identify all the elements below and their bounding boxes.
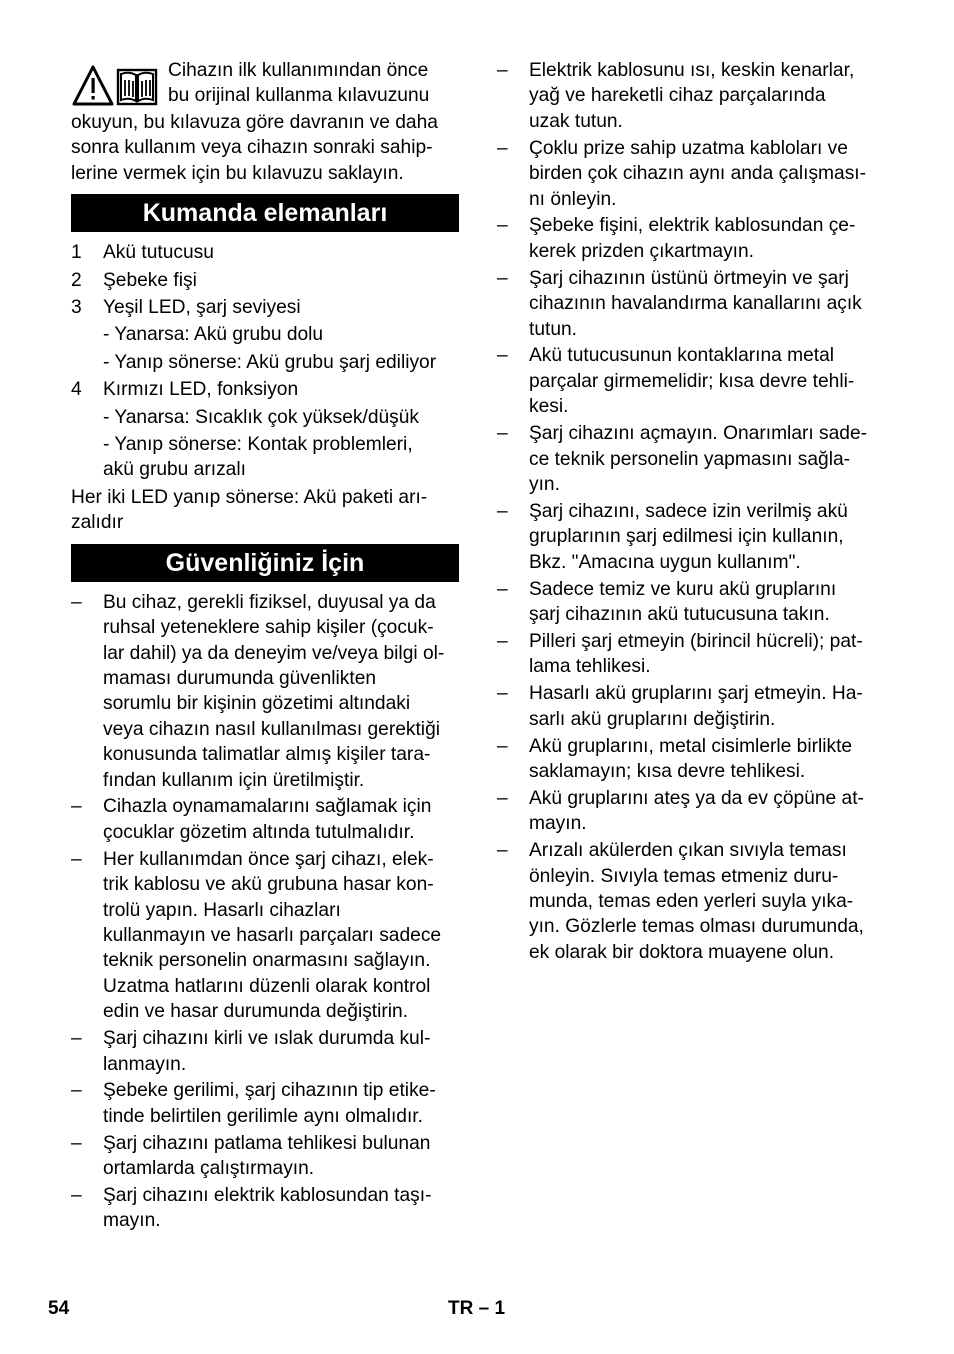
- item-line: birden çok cihazın aynı anda çalışması-: [529, 163, 867, 185]
- controls-heading: Kumanda elemanları: [71, 194, 459, 232]
- item-line: mayın.: [103, 1210, 161, 1232]
- item-line: Akü gruplarını, metal cisimlerle birlikte: [529, 735, 853, 757]
- dash-marker: –: [497, 500, 508, 522]
- safety-heading: Güvenliğiniz İçin: [71, 544, 459, 582]
- dash-marker: –: [71, 591, 82, 613]
- list-item: [71, 268, 459, 293]
- item-line: yın. Gözlerle temas olması durumunda,: [529, 916, 864, 938]
- item-label: Şebeke fişi: [103, 269, 197, 291]
- page-number: 54: [48, 1298, 70, 1319]
- item-line: ruhsal yeteneklere sahip kişiler (çocuk-: [103, 617, 434, 639]
- intro-line: bu orijinal kullanma kılavuzunu: [168, 85, 430, 107]
- item-line: trik kablosu ve akü grubuna hasar kon-: [103, 874, 434, 896]
- item-line: uzak tutun.: [529, 110, 623, 132]
- item-line: tinde belirtilen gerilimle aynı olmalıdır.: [103, 1105, 423, 1127]
- list-item: [71, 377, 459, 402]
- sub-item: - Yanıp sönerse: Akü grubu şarj ediliyor: [103, 351, 437, 373]
- list-item: [497, 577, 889, 628]
- item-line: kesi.: [529, 396, 569, 418]
- item-line: kullanmayın ve hasarlı parçaları sadece: [103, 924, 442, 946]
- dash-marker: –: [71, 1132, 82, 1154]
- list-item: [497, 629, 889, 680]
- item-line: ortamlarda çalıştırmayın.: [103, 1158, 315, 1180]
- item-line: tutun.: [529, 318, 578, 340]
- dash-marker: –: [497, 683, 508, 705]
- sub-item: - Yanıp sönerse: Kontak problemleri,: [103, 434, 413, 456]
- dash-marker: –: [497, 345, 508, 367]
- item-line: Bkz. "Amacına uygun kullanım".: [529, 551, 801, 573]
- intro-line: Cihazın ilk kullanımından önce: [168, 60, 429, 81]
- item-line: maması durumunda güvenlikten: [103, 667, 377, 689]
- controls-note: [71, 485, 459, 536]
- list-item: [71, 295, 459, 320]
- list-item: [497, 136, 889, 212]
- item-line: veya cihazın nasıl kullanılması gerektiği: [103, 718, 441, 740]
- item-line: sarlı akü gruplarını değiştirin.: [529, 708, 776, 730]
- item-line: Elektrik kablosunu ısı, keskin kenarlar,: [529, 60, 855, 81]
- item-line: Pilleri şarj etmeyin (birincil hücreli); pat-: [529, 630, 863, 652]
- safety-list-right: [497, 58, 889, 965]
- item-line: lar dahil) ya da deneyim ve/veya bilgi ol-: [103, 642, 445, 664]
- right-column: [497, 58, 889, 967]
- item-line: önleyin. Sıvıyla temas etmeniz duru-: [529, 865, 839, 887]
- dash-marker: –: [497, 578, 508, 600]
- list-item: [497, 343, 889, 419]
- list-item: [71, 1078, 459, 1129]
- list-item: [497, 681, 889, 732]
- item-line: Her kullanımdan önce şarj cihazı, elek-: [103, 848, 434, 870]
- item-number: 3: [71, 297, 82, 319]
- item-line: Şarj cihazını açmayın. Onarımları sade-: [529, 423, 868, 445]
- item-line: nı önleyin.: [529, 188, 617, 210]
- dash-marker: –: [71, 1028, 82, 1050]
- dash-marker: –: [497, 787, 508, 809]
- item-line: lama tehlikesi.: [529, 656, 651, 678]
- sub-item: - Yanarsa: Akü grubu dolu: [103, 324, 324, 346]
- item-line: Şarj cihazının üstünü örtmeyin ve şarj: [529, 267, 849, 289]
- dash-marker: –: [71, 1080, 82, 1102]
- item-line: Şebeke gerilimi, şarj cihazının tip etike-: [103, 1080, 436, 1102]
- item-line: Uzatma hatlarını düzenli olarak kontrol: [103, 975, 431, 997]
- warning-triangle-icon: [74, 67, 112, 104]
- item-line: Bu cihaz, gerekli fiziksel, duyusal ya da: [103, 591, 436, 613]
- item-line: sorumlu bir kişinin gözetimi altındaki: [103, 693, 411, 715]
- item-line: Şarj cihazını patlama tehlikesi bulunan: [103, 1132, 431, 1154]
- item-number: 4: [71, 379, 82, 401]
- dash-marker: –: [497, 215, 508, 237]
- note-line: zalıdır: [71, 512, 124, 534]
- item-line: Hasarlı akü gruplarını şarj etmeyin. Ha-: [529, 683, 863, 705]
- item-line: fından kullanım için üretilmiştir.: [103, 769, 365, 791]
- item-line: konusunda talimatlar almış kişiler tara-: [103, 744, 431, 766]
- controls-list: [71, 240, 459, 483]
- item-line: yın.: [529, 474, 560, 495]
- intro-icons: [71, 64, 163, 110]
- intro-paragraph: [71, 58, 459, 186]
- list-item: [497, 213, 889, 264]
- dash-marker: –: [71, 848, 82, 870]
- item-line: kerek prizden çıkartmayın.: [529, 240, 755, 262]
- list-item: [71, 847, 459, 1025]
- dash-marker: –: [497, 267, 508, 289]
- item-line: Çoklu prize sahip uzatma kabloları ve: [529, 137, 848, 159]
- list-item: [497, 421, 889, 497]
- item-line: ce teknik personelin yapmasını sağla-: [529, 448, 851, 470]
- intro-line: lerine vermek için bu kılavuzu saklayın.: [71, 162, 404, 184]
- item-line: yağ ve hareketli cihaz parçalarında: [529, 85, 826, 107]
- manual-book-icon: [118, 70, 156, 104]
- item-line: gruplarının şarj edilmesi için kullanın,: [529, 526, 844, 548]
- section-indicator: TR – 1: [448, 1298, 506, 1319]
- item-line: munda, temas eden yerleri suyla yıka-: [529, 891, 854, 912]
- item-label: Kırmızı LED, fonksiyon: [103, 379, 299, 401]
- dash-marker: –: [497, 60, 508, 81]
- list-item: [71, 1183, 459, 1234]
- item-label: Yeşil LED, şarj seviyesi: [103, 297, 301, 319]
- list-item: [497, 266, 889, 342]
- list-item: [71, 1131, 459, 1182]
- item-line: Sadece temiz ve kuru akü gruplarını: [529, 578, 837, 600]
- note-line: Her iki LED yanıp sönerse: Akü paketi arı-: [71, 486, 428, 508]
- item-line: ek olarak bir doktora muayene olun.: [529, 941, 835, 963]
- dash-marker: –: [497, 735, 508, 757]
- intro-line: okuyun, bu kılavuza göre davranın ve daha: [71, 112, 438, 133]
- dash-marker: –: [497, 137, 508, 159]
- sub-item: akü grubu arızalı: [103, 459, 246, 481]
- list-item: [497, 499, 889, 575]
- list-item: [71, 1026, 459, 1077]
- item-label: Akü tutucusu: [103, 242, 214, 264]
- dash-marker: –: [497, 630, 508, 652]
- intro-line: sonra kullanım veya cihazın sonraki sahip-: [71, 137, 433, 159]
- sub-item: - Yanarsa: Sıcaklık çok yüksek/düşük: [103, 406, 420, 428]
- item-line: Arızalı akülerden çıkan sıvıyla teması: [529, 840, 847, 862]
- item-line: lanmayın.: [103, 1053, 187, 1075]
- dash-marker: –: [497, 840, 508, 862]
- list-item: [497, 786, 889, 837]
- item-line: Cihazla oynamamalarını sağlamak için: [103, 796, 432, 818]
- item-line: mayın.: [529, 813, 587, 835]
- item-line: saklamayın; kısa devre tehlikesi.: [529, 760, 806, 782]
- item-line: teknik personelin onarmasını sağlayın.: [103, 950, 431, 972]
- dash-marker: –: [497, 423, 508, 445]
- left-column: [71, 58, 459, 1235]
- list-item: [497, 58, 889, 134]
- item-line: trolü yapın. Hasarlı cihazları: [103, 899, 341, 921]
- safety-list-left: [71, 590, 459, 1234]
- item-number: 2: [71, 269, 82, 291]
- item-line: cihazının havalandırma kanallarını açık: [529, 293, 862, 315]
- list-item: [71, 240, 459, 265]
- list-item: [71, 794, 459, 845]
- item-line: Şarj cihazını kirli ve ıslak durumda kul-: [103, 1028, 431, 1050]
- item-line: edin ve hasar durumunda değiştirin.: [103, 1001, 409, 1023]
- item-line: şarj cihazının akü tutucusuna takın.: [529, 604, 830, 626]
- item-line: Akü tutucusunun kontaklarına metal: [529, 345, 835, 367]
- item-line: çocuklar gözetim altında tutulmalıdır.: [103, 821, 415, 843]
- dash-marker: –: [71, 1185, 82, 1207]
- list-item: [497, 734, 889, 785]
- list-item: [71, 590, 459, 793]
- item-line: Şarj cihazını, sadece izin verilmiş akü: [529, 500, 848, 522]
- item-line: parçalar girmemelidir; kısa devre tehli-: [529, 370, 855, 392]
- item-line: Akü gruplarını ateş ya da ev çöpüne at-: [529, 787, 864, 809]
- item-line: Şebeke fişini, elektrik kablosundan çe-: [529, 215, 856, 237]
- item-number: 1: [71, 242, 82, 264]
- dash-marker: –: [71, 796, 82, 818]
- list-item: [497, 838, 889, 965]
- item-line: Şarj cihazını elektrik kablosundan taşı-: [103, 1185, 432, 1207]
